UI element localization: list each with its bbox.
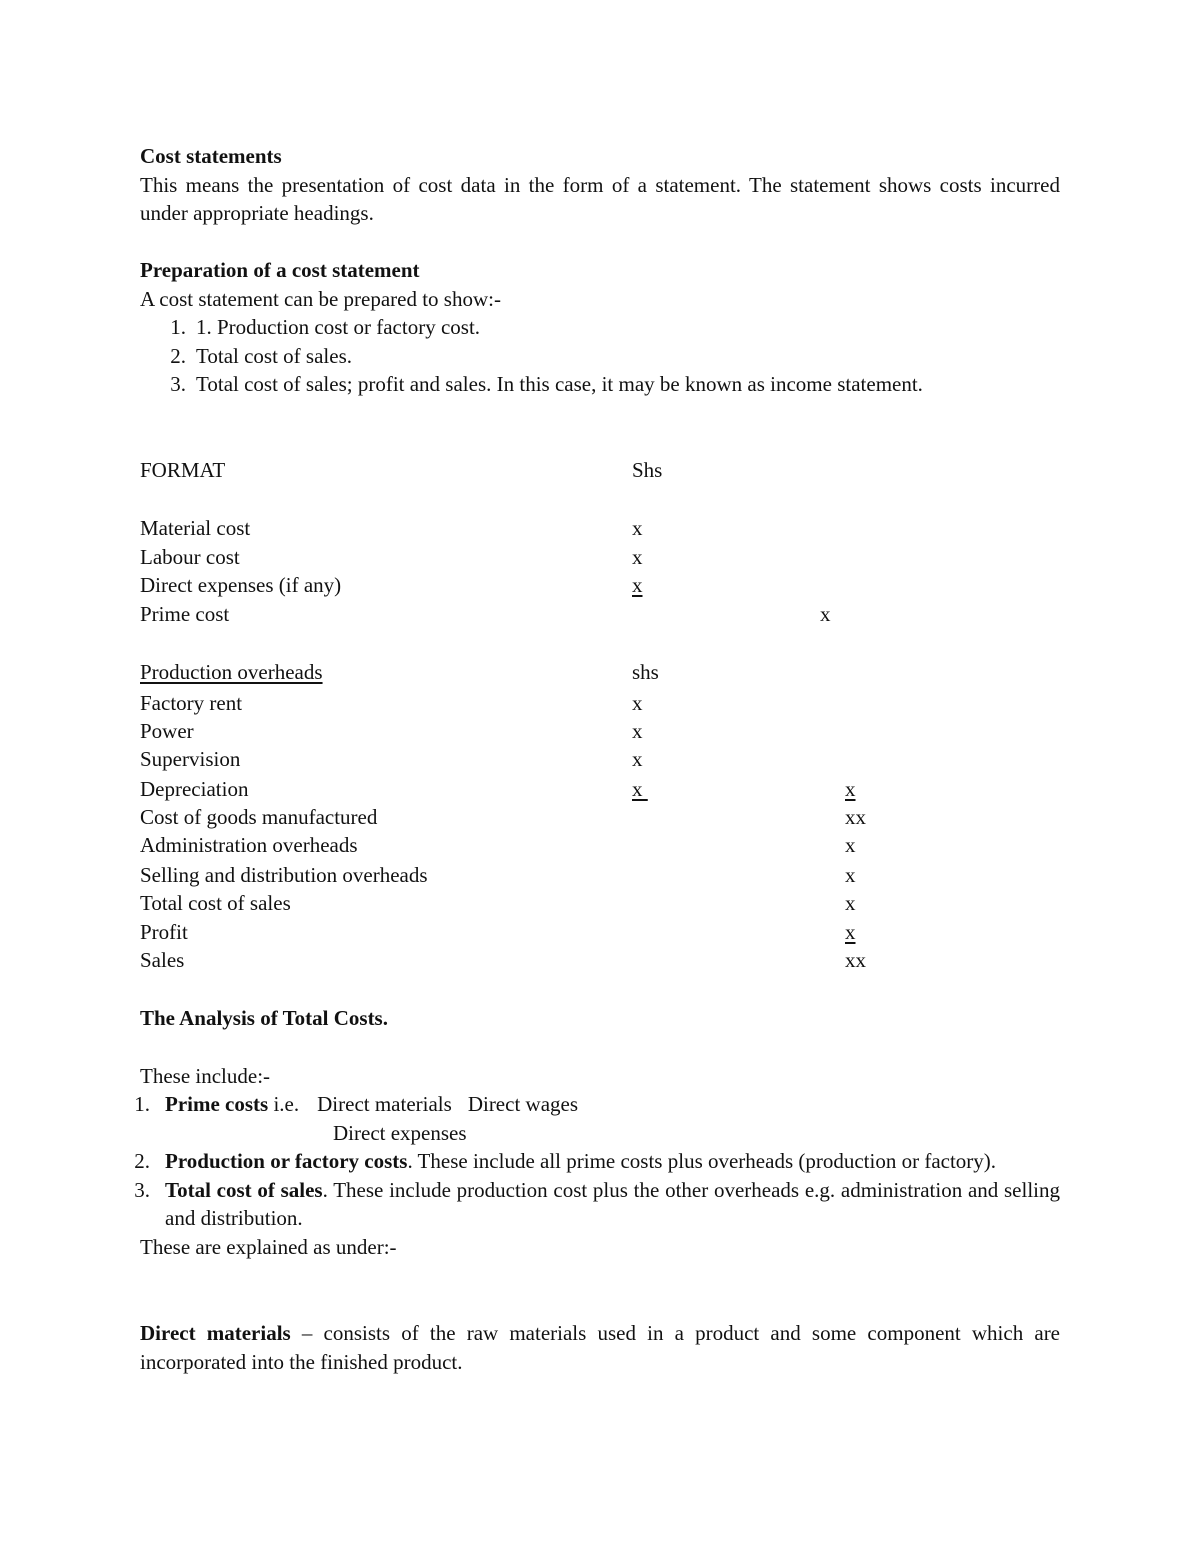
row-value: x [632,747,643,771]
section-body: This means the presentation of cost data in the form of a statement. The statement shows costs incurred under appropriate headings. [140,172,1060,225]
row-value: x [632,545,643,569]
term: Total cost of sales [165,1177,323,1202]
table-row [0,803,1000,831]
list-item [130,1147,1060,1176]
currency-header: shs [632,660,659,684]
row-total: x [820,602,831,626]
row-label: Sales [140,948,185,972]
table-row [0,600,1000,628]
list-text: 1. Production cost or factory cost. [196,315,481,339]
list-number: 3. [134,1177,150,1202]
term: Prime costs [165,1092,269,1116]
table-row [0,861,1000,889]
list-number: 1. [134,1092,150,1116]
row-label: Production overheads [140,660,323,684]
row-total: xx [845,805,866,829]
list-item [140,342,1060,371]
table-row [0,745,1000,773]
row-value: x [632,573,643,597]
cost-element: Direct materials [317,1092,452,1116]
row-label: Depreciation [140,777,249,801]
list-item [140,313,1060,342]
analysis-title: The Analysis of Total Costs. [140,1006,388,1030]
list-number: 3. [170,372,186,396]
row-label: Power [140,719,194,743]
table-row [0,543,1000,571]
format-label: FORMAT [140,458,226,482]
section-cost-statements [140,142,1060,228]
row-total: x [845,920,856,944]
row-label: Administration overheads [140,833,358,857]
term: Direct materials [140,1321,291,1345]
table-row [0,946,1000,974]
row-value: x [632,777,648,801]
cost-element: Direct expenses [333,1120,467,1145]
list-text: Total cost of sales; profit and sales. In this case, it may be known as income statement. [196,372,923,396]
list-item [130,1176,1060,1233]
analysis-outro: These are explained as under:- [140,1234,397,1259]
row-total: xx [845,948,866,972]
row-label: Direct expenses (if any) [140,573,342,597]
list-item [130,1090,1060,1147]
term-description: . These include production cost plus the other overheads e.g. administration and selling and distribution. [165,1177,1060,1230]
row-total: x [845,833,856,857]
row-label: Cost of goods manufactured [140,805,378,829]
format-header-row [0,456,1000,484]
direct-materials-paragraph [140,1319,1060,1376]
row-label: Profit [140,920,188,944]
term-description: – consists of the raw materials used in a product and some component which are incorporated into the finished product. [140,1321,1061,1374]
table-row [0,775,1000,803]
row-label: Prime cost [140,602,230,626]
section-title: Preparation of a cost statement [140,258,420,282]
list-item [140,370,1060,399]
section-title: Cost statements [140,144,282,168]
section-preparation [140,256,1060,399]
term-description: . These include all prime costs plus overheads (production or factory). [407,1149,997,1173]
term-abbrev: i.e. [268,1092,300,1116]
list-number: 1. [170,315,186,339]
analysis-intro: These include:- [140,1064,271,1088]
list-number: 2. [170,343,186,368]
row-label: Factory rent [140,691,243,715]
row-value: x [632,516,643,540]
table-row [0,514,1000,542]
overheads-header-row [0,658,1000,686]
row-label: Supervision [140,747,241,771]
list-number: 2. [134,1149,150,1173]
row-total: x [845,891,856,915]
row-value: x [632,719,643,743]
table-row [0,689,1000,717]
table-row [0,889,1000,917]
section-intro: A cost statement can be prepared to show:- [140,286,501,311]
currency-header: Shs [632,458,663,482]
row-total: x [845,863,856,887]
row-value: x [632,691,643,715]
row-total: x [845,777,856,801]
list-text: Total cost of sales. [196,343,352,368]
table-row [0,831,1000,859]
row-label: Labour cost [140,545,240,569]
row-label: Total cost of sales [140,891,291,915]
row-label: Material cost [140,516,251,540]
analysis-list [130,1090,1060,1261]
row-label: Selling and distribution overheads [140,863,428,887]
table-row [0,918,1000,946]
term: Production or factory costs [165,1149,408,1173]
cost-element: Direct wages [467,1092,579,1116]
table-row [0,571,1000,599]
table-row [0,717,1000,745]
